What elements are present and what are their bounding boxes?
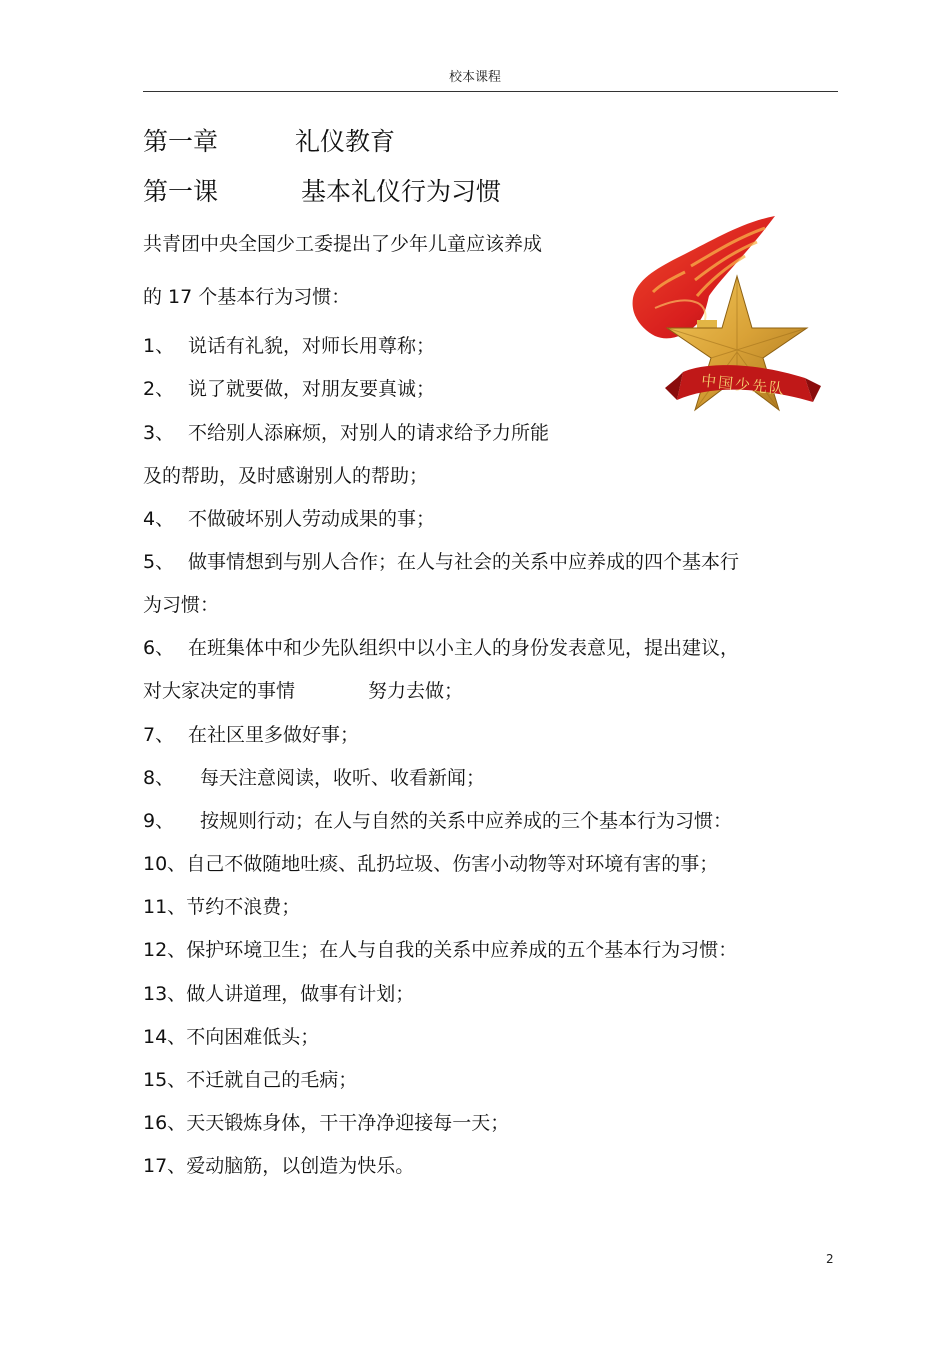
item-number: 17、 bbox=[143, 1155, 187, 1177]
item-text: 在社区里多做好事； bbox=[188, 724, 360, 746]
page-number: 2 bbox=[826, 1252, 834, 1266]
item-text: 做人讲道理，做事有计划； bbox=[186, 983, 415, 1005]
continuation-part-b: 努力去做； bbox=[368, 680, 464, 702]
header-title: 校本课程 bbox=[448, 70, 501, 85]
list-item bbox=[143, 1108, 509, 1135]
item-text: 爱动脑筋，以创造为快乐。 bbox=[186, 1155, 415, 1177]
list-item bbox=[143, 331, 435, 358]
intro-line-2: 的 17 个基本行为习惯： bbox=[143, 286, 351, 308]
emblem-banner-text: 中国少先队 bbox=[700, 371, 787, 399]
item-number: 3、 bbox=[143, 422, 175, 444]
continuation-part-a: 对大家决定的事情 bbox=[143, 680, 296, 702]
item-number: 9、 bbox=[143, 810, 175, 832]
item-number: 14、 bbox=[143, 1026, 187, 1048]
item-number: 2、 bbox=[143, 378, 175, 400]
chapter-number: 第一章 bbox=[143, 127, 219, 156]
list-item bbox=[143, 1022, 319, 1049]
lesson-heading bbox=[143, 172, 501, 208]
list-item bbox=[143, 504, 435, 531]
item-number: 16、 bbox=[143, 1112, 187, 1134]
item-number: 6、 bbox=[143, 637, 175, 659]
item-text: 说话有礼貌，对师长用尊称； bbox=[188, 335, 436, 357]
item-number: 1、 bbox=[143, 335, 175, 357]
chapter-heading bbox=[143, 122, 395, 158]
chapter-title: 礼仪教育 bbox=[295, 127, 396, 156]
item-text: 不给别人添麻烦，对别人的请求给予力所能 bbox=[188, 422, 550, 444]
list-item bbox=[143, 892, 300, 919]
list-item bbox=[143, 418, 549, 445]
item-text: 自己不做随地吐痰、乱扔垃圾、伤害小动物等对环境有害的事； bbox=[186, 853, 719, 875]
list-item bbox=[143, 763, 485, 790]
item-text: 天天锻炼身体，干干净净迎接每一天； bbox=[186, 1112, 510, 1134]
list-item bbox=[143, 374, 435, 401]
item-text: 按规则行动；在人与自然的关系中应养成的三个基本行为习惯： bbox=[200, 810, 733, 832]
item-text: 不迁就自己的毛病； bbox=[186, 1069, 358, 1091]
item-number: 4、 bbox=[143, 508, 175, 530]
item-number: 12、 bbox=[143, 939, 187, 961]
list-item bbox=[143, 633, 739, 660]
item-text: 不向困难低头； bbox=[186, 1026, 320, 1048]
item-text: 每天注意阅读，收听、收看新闻； bbox=[200, 767, 486, 789]
list-item bbox=[143, 720, 359, 747]
item-text: 在班集体中和少先队组织中以小主人的身份发表意见，提出建议， bbox=[188, 637, 740, 659]
item-number: 11、 bbox=[143, 896, 187, 918]
list-item-continuation: 及的帮助，及时感谢别人的帮助； bbox=[143, 465, 429, 487]
item-number: 10、 bbox=[143, 853, 187, 875]
item-number: 7、 bbox=[143, 724, 175, 746]
item-text: 说了就要做，对朋友要真诚； bbox=[188, 378, 436, 400]
young-pioneers-emblem-icon bbox=[625, 212, 825, 430]
item-text: 节约不浪费； bbox=[186, 896, 301, 918]
lesson-title: 基本礼仪行为习惯 bbox=[301, 177, 502, 206]
item-number: 13、 bbox=[143, 983, 187, 1005]
item-number: 5、 bbox=[143, 551, 175, 573]
list-item-continuation bbox=[143, 676, 463, 703]
list-item bbox=[143, 979, 414, 1006]
intro-line-1: 共青团中央全国少工委提出了少年儿童应该养成 bbox=[143, 233, 543, 255]
list-item bbox=[143, 849, 718, 876]
list-item bbox=[143, 935, 737, 962]
item-text: 保护环境卫生；在人与自我的关系中应养成的五个基本行为习惯： bbox=[186, 939, 738, 961]
item-number: 15、 bbox=[143, 1069, 187, 1091]
item-number: 8、 bbox=[143, 767, 175, 789]
item-text: 做事情想到与别人合作；在人与社会的关系中应养成的四个基本行 bbox=[188, 551, 740, 573]
lesson-number: 第一课 bbox=[143, 177, 219, 206]
list-item bbox=[143, 547, 739, 574]
list-item-continuation: 为习惯： bbox=[143, 594, 220, 616]
list-item bbox=[143, 1151, 414, 1178]
item-text: 不做破坏别人劳动成果的事； bbox=[188, 508, 436, 530]
list-item bbox=[143, 806, 732, 833]
header-divider bbox=[143, 91, 838, 92]
list-item bbox=[143, 1065, 357, 1092]
